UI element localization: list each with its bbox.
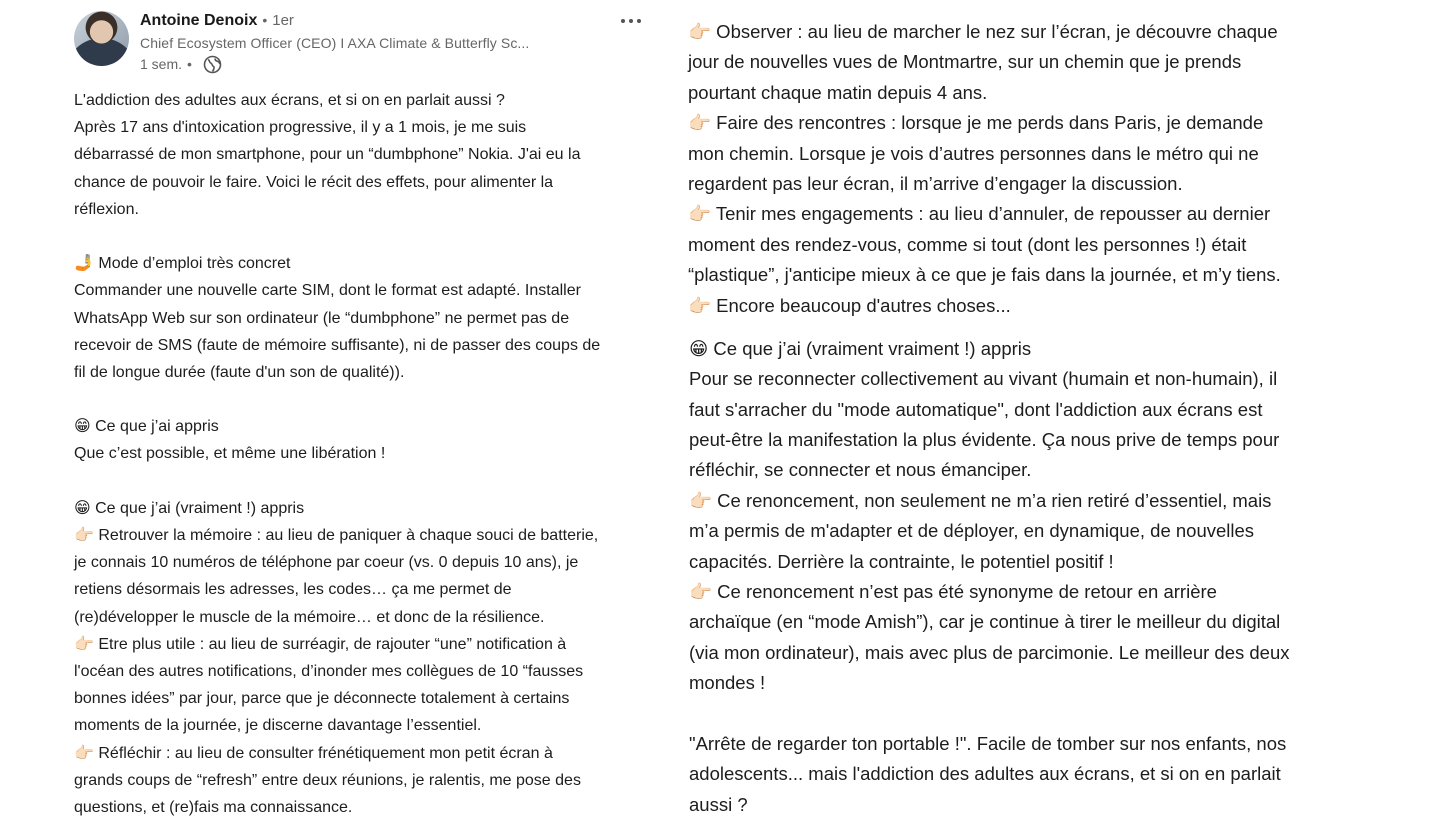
post-text-line: 👉🏻 Etre plus utile : au lieu de surréagir, de rajouter “une” notification à: [74, 635, 567, 653]
post-text-line: questions, et (re)fais ma connaissance.: [74, 798, 353, 816]
connection-degree: 1er: [272, 12, 294, 29]
post-text-line: 👉🏻 Retrouver la mémoire : au lieu de paniquer à chaque souci de batterie,: [74, 527, 599, 544]
post-text-line: aussi ?: [689, 793, 748, 815]
post-text-line: chance de pouvoir le faire. Voici le récit des effets, pour alimenter la: [74, 173, 554, 191]
post-text-line: retiens désormais les adresses, les codes… ça me permet de: [74, 581, 512, 599]
post-text-line: capacités. Derrière la contrainte, le potentiel positif !: [689, 550, 1114, 572]
blank-line: [689, 699, 1328, 729]
blank-line: [74, 223, 654, 250]
post-text-line: 👉🏻 Faire des rencontres : lorsque je me perds dans Paris, je demande: [688, 112, 1264, 134]
more-options-icon[interactable]: [618, 10, 644, 32]
globe-icon: [203, 55, 222, 74]
post-column-right: [688, 17, 1328, 819]
post-text-line: adolescents... mais l'addiction des adultes aux écrans, et si on en parlait: [689, 763, 1281, 785]
post-text-line: je connais 10 numéros de téléphone par coeur (vs. 0 depuis 10 ans), je: [74, 554, 579, 572]
post-text-continued: [688, 17, 1328, 321]
dot-3: [637, 19, 641, 23]
author-block: [140, 12, 620, 74]
dot-1: [621, 19, 625, 23]
post-text-line: 👉🏻 Ce renoncement, non seulement ne m’a rien retiré d’essentiel, mais: [689, 489, 1272, 511]
post-text-line: l'océan des autres notifications, d’inonder mes collègues de 10 “fausses: [74, 662, 584, 680]
post-header: [74, 10, 654, 76]
blank-line: [74, 468, 654, 495]
post-text-line: 😁 Ce que j’ai (vraiment vraiment !) appris: [689, 337, 1032, 359]
post-text-line: recevoir de SMS (faute de mémoire suffisante), ni de passer des coups de: [74, 336, 601, 354]
post-text-line: WhatsApp Web sur son ordinateur (le “dumbphone” ne permet pas de: [74, 309, 570, 327]
post-text-line: fil de longue durée (faute d'un son de qualité)).: [74, 363, 405, 381]
post-text-line: pourtant chaque matin depuis 4 ans.: [688, 81, 988, 103]
post-text-line: 👉🏻 Observer : au lieu de marcher le nez sur l’écran, je découvre chaque: [688, 21, 1278, 42]
post-text-conclusion: [688, 334, 1328, 819]
post-text-line: mon chemin. Lorsque je vois d’autres personnes dans le métro qui ne: [688, 142, 1259, 164]
post-text-line: moments de la journée, je discerne davantage l’essentiel.: [74, 717, 482, 735]
post-text-line: peut-être la manifestation la plus évidente. Ça nous prive de temps pour: [689, 429, 1280, 451]
post-text-line: moment des rendez-vous, comme si tout (dont les personnes !) était: [688, 233, 1247, 255]
avatar[interactable]: [74, 11, 129, 66]
post-text-line: 👉🏻 Tenir mes engagements : au lieu d’annuler, de repousser au dernier: [688, 203, 1271, 225]
post-text-line: Commander une nouvelle carte SIM, dont le format est adapté. Installer: [74, 282, 581, 300]
post-text-line: réfléchir, se connecter et nous émanciper.: [689, 459, 1032, 481]
post-body-text: [74, 87, 654, 819]
post-text-line: Que c’est possible, et même une libération !: [74, 445, 386, 463]
post-text-line: “plastique”, j'anticipe mieux à ce que je fais dans la journée, et m’y tiens.: [688, 264, 1281, 286]
post-text-line: 👉🏻 Réfléchir : au lieu de consulter frénétiquement mon petit écran à: [74, 744, 553, 762]
post-time: 1 sem.: [140, 56, 183, 72]
post-text-line: m’a permis de m'adapter et de déployer, en dynamique, de nouvelles: [689, 520, 1255, 542]
blank-line: [74, 386, 654, 413]
post-text-line: Pour se reconnecter collectivement au vivant (humain et non-humain), il: [689, 368, 1278, 390]
post-meta: [140, 54, 620, 74]
post-text-line: L'addiction des adultes aux écrans, et si on en parlait aussi ?: [74, 92, 505, 109]
post-text-line: 👉🏻 Encore beaucoup d'autres choses...: [688, 294, 1011, 316]
post-text-line: 🤳 Mode d’emploi très concret: [74, 255, 291, 273]
post-text-line: réflexion.: [74, 200, 139, 218]
time-separator: •: [187, 56, 192, 72]
post-text-line: bonnes idées” par jour, parce que je déconnecte totalement à certains: [74, 690, 570, 708]
post-text-line: mondes !: [689, 672, 766, 694]
author-headline: Chief Ecosystem Officer (CEO) I AXA Climate & Butterfly Sc...: [140, 35, 530, 51]
post-column-left: [74, 10, 654, 819]
post-text-line: regardent pas leur écran, il m’arrive d’engager la discussion.: [688, 172, 1183, 194]
dot-2: [629, 19, 633, 23]
post-text-line: (re)développer le muscle de la mémoire… et donc de la résilience.: [74, 608, 545, 626]
post-text-line: faut s'arracher du "mode automatique", dont l'addiction aux écrans est: [689, 398, 1263, 420]
author-name[interactable]: Antoine Denoix: [140, 12, 258, 29]
post-text-line: grands coups de “refresh” entre deux réunions, je ralentis, me pose des: [74, 771, 581, 789]
post-text-line: "Arrête de regarder ton portable !". Facile de tomber sur nos enfants, nos: [689, 732, 1287, 754]
post-text-line: 😁 Ce que j’ai (vraiment !) appris: [74, 499, 305, 517]
post-text-line: débarrassé de mon smartphone, pour un “dumbphone” Nokia. J'ai eu la: [74, 146, 581, 164]
separator-dot: •: [262, 12, 268, 28]
post-text-line: (via mon ordinateur), mais avec plus de parcimonie. Le meilleur des deux: [689, 641, 1290, 663]
post-text-line: archaïque (en “mode Amish”), car je continue à tirer le meilleur du digital: [689, 611, 1281, 633]
post-text-line: 👉🏻 Ce renoncement n’est pas été synonyme de retour en arrière: [689, 581, 1217, 603]
author-name-line: [140, 12, 620, 32]
post-text-line: 😁 Ce que j’ai appris: [74, 418, 219, 436]
post-text-line: Après 17 ans d'intoxication progressive, il y a 1 mois, je me suis: [74, 119, 527, 137]
post-text-line: jour de nouvelles vues de Montmartre, sur un chemin que je prends: [688, 51, 1242, 73]
